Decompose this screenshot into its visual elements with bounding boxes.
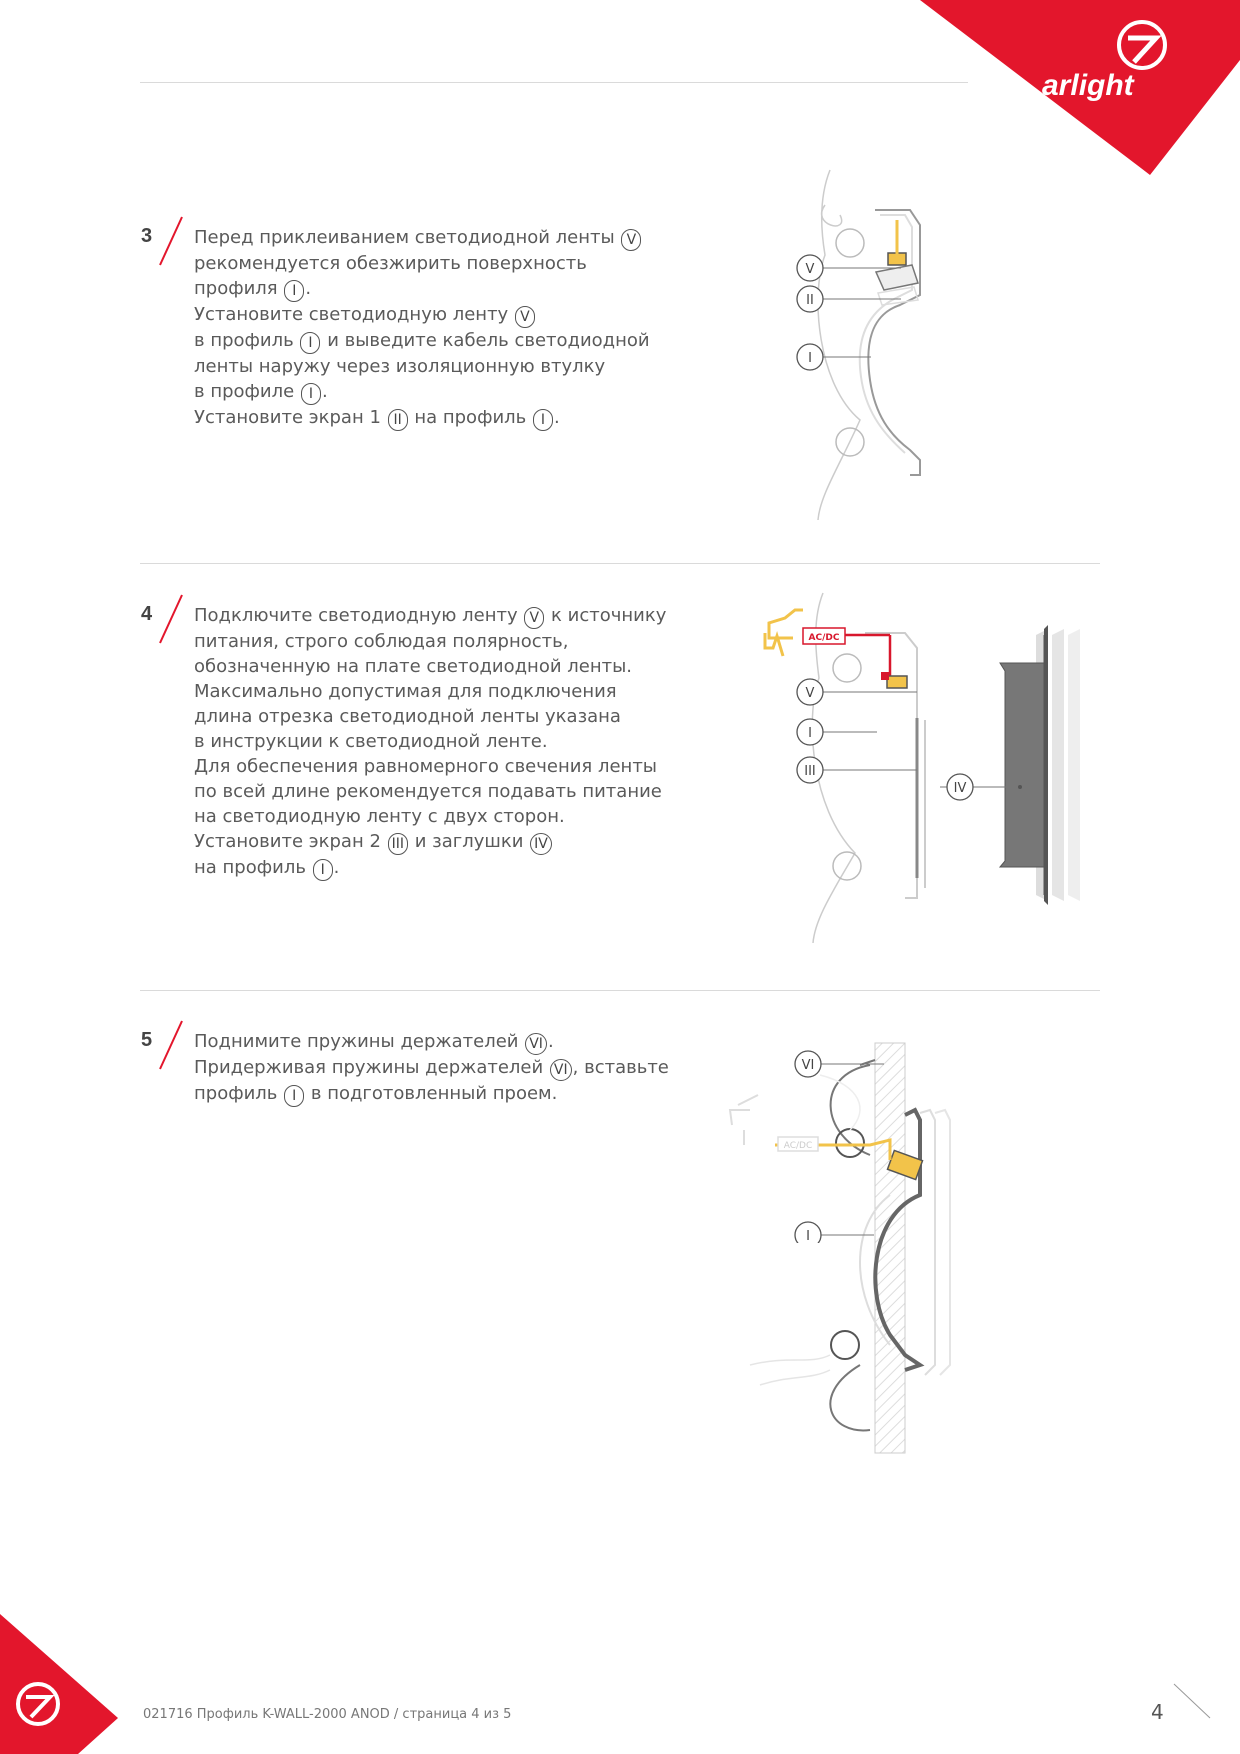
component-ref-badge: V — [621, 229, 641, 251]
callout-label: II — [806, 293, 814, 308]
component-ref-badge: I — [533, 409, 553, 431]
step-text-segment: Установите светодиодную ленту — [194, 304, 514, 325]
step-line — [194, 225, 650, 251]
callout-label: IV — [953, 781, 967, 796]
step-line — [194, 704, 666, 729]
step-line — [194, 729, 666, 754]
step-line — [194, 804, 666, 829]
step-text-segment: Перед приклеиванием светодиодной ленты — [194, 227, 621, 248]
step-text-segment: в профиль — [194, 330, 300, 351]
step-text-segment: . — [305, 278, 312, 299]
step-slash-icon — [156, 215, 186, 267]
divider — [140, 82, 968, 83]
step-line — [194, 379, 650, 405]
step-line — [194, 1055, 669, 1081]
step-text-segment: . — [321, 381, 328, 402]
step-text-segment: и выведите кабель светодиодной — [321, 330, 650, 351]
component-ref-badge: II — [388, 409, 408, 431]
step-number: 3 — [141, 225, 153, 247]
brand-corner — [920, 0, 1240, 175]
step-text-segment: , вставьте — [572, 1057, 669, 1078]
step-text-segment: по всей длине рекомендуется подавать питание — [194, 781, 662, 802]
step-text-segment: рекомендуется обезжирить поверхность — [194, 253, 587, 274]
plug-icon — [730, 1095, 758, 1145]
step-line — [194, 328, 650, 354]
component-ref-badge: I — [284, 280, 304, 302]
step-line — [194, 251, 650, 276]
callout-label: III — [804, 764, 816, 779]
page-corner-slash-icon — [1170, 1680, 1215, 1725]
divider — [140, 990, 1100, 991]
plug-icon — [769, 610, 803, 638]
step-line — [194, 276, 650, 302]
step-text-segment: на профиль — [194, 857, 312, 878]
psu-label: AC/DC — [808, 633, 840, 643]
step-number: 5 — [141, 1029, 153, 1051]
step-line — [194, 779, 666, 804]
component-ref-badge: VI — [550, 1059, 572, 1081]
component-ref-badge: I — [300, 332, 320, 354]
component-ref-badge: I — [284, 1085, 304, 1107]
step-5-callouts — [784, 1043, 934, 1243]
step-text-segment: на профиль — [408, 407, 532, 428]
step-3-callouts — [786, 240, 906, 380]
step-text-segment: в профиле — [194, 381, 300, 402]
end-cap-callout — [940, 770, 980, 804]
step-text-segment: Установите экран 1 — [194, 407, 387, 428]
step-text-segment: Придерживая пружины держателей — [194, 1057, 549, 1078]
step-line — [194, 405, 650, 431]
callout-label: I — [808, 726, 812, 741]
step-text-segment: Поднимите пружины держателей — [194, 1031, 525, 1052]
step-text-segment: в инструкции к светодиодной ленте. — [194, 731, 548, 752]
step-text-segment: и заглушки — [409, 831, 530, 852]
component-ref-badge: IV — [530, 833, 552, 855]
step-line — [194, 654, 666, 679]
step-text-segment: Максимально допустимая для подключения — [194, 681, 617, 702]
component-ref-badge: VI — [525, 1033, 547, 1055]
step-line — [194, 855, 666, 881]
page-number: 4 — [1151, 1700, 1164, 1724]
step-text-segment: . — [333, 857, 340, 878]
step-3-text — [194, 225, 650, 431]
callout-label: V — [805, 262, 815, 277]
step-text-segment: в подготовленный проем. — [305, 1083, 558, 1104]
step-line — [194, 629, 666, 654]
divider — [140, 563, 1100, 564]
component-ref-badge: III — [388, 833, 408, 855]
step-line — [194, 302, 650, 328]
step-4-callouts — [782, 670, 922, 800]
step-text-segment: питания, строго соблюдая полярность, — [194, 631, 569, 652]
step-text-segment: . — [547, 1031, 554, 1052]
step-text-segment: обозначенную на плате светодиодной ленты. — [194, 656, 633, 677]
component-ref-badge: I — [301, 383, 321, 405]
step-text-segment: на светодиодную ленту с двух сторон. — [194, 806, 565, 827]
step-text-segment: ленты наружу через изоляционную втулку — [194, 356, 606, 377]
step-text-segment: к источнику — [545, 605, 667, 626]
step-line — [194, 1081, 669, 1107]
step-text-segment: Установите экран 2 — [194, 831, 387, 852]
end-cap-diagram — [940, 625, 1120, 905]
step-slash-icon — [156, 1019, 186, 1071]
step-line — [194, 603, 666, 629]
step-text-segment: длина отрезка светодиодной ленты указана — [194, 706, 621, 727]
step-number: 4 — [141, 603, 153, 625]
step-slash-icon — [156, 593, 186, 645]
step-line — [194, 754, 666, 779]
step-5-text — [194, 1029, 669, 1107]
step-text-segment: . — [554, 407, 560, 428]
step-line — [194, 679, 666, 704]
component-ref-badge: V — [524, 607, 544, 629]
step-line — [194, 1029, 669, 1055]
step-line — [194, 354, 650, 379]
callout-label: I — [808, 351, 812, 366]
component-ref-badge: V — [515, 306, 535, 328]
psu-label: AC/DC — [783, 1141, 813, 1151]
footer-doc-info: 021716 Профиль K-WALL-2000 ANOD / страница 4 из 5 — [143, 1707, 512, 1722]
callout-label: V — [805, 686, 815, 701]
callout-label: I — [806, 1229, 810, 1243]
step-text-segment: Подключите светодиодную ленту — [194, 605, 524, 626]
logo-text: arlight — [1042, 69, 1134, 102]
component-ref-badge: I — [313, 859, 333, 881]
step-text-segment: Для обеспечения равномерного свечения ленты — [194, 756, 658, 777]
brand-corner-bottom — [0, 1614, 120, 1754]
step-4-text — [194, 603, 666, 881]
step-text-segment: профиль — [194, 1083, 284, 1104]
step-line — [194, 829, 666, 855]
step-text-segment: профиля — [194, 278, 284, 299]
callout-label: VI — [801, 1058, 815, 1073]
